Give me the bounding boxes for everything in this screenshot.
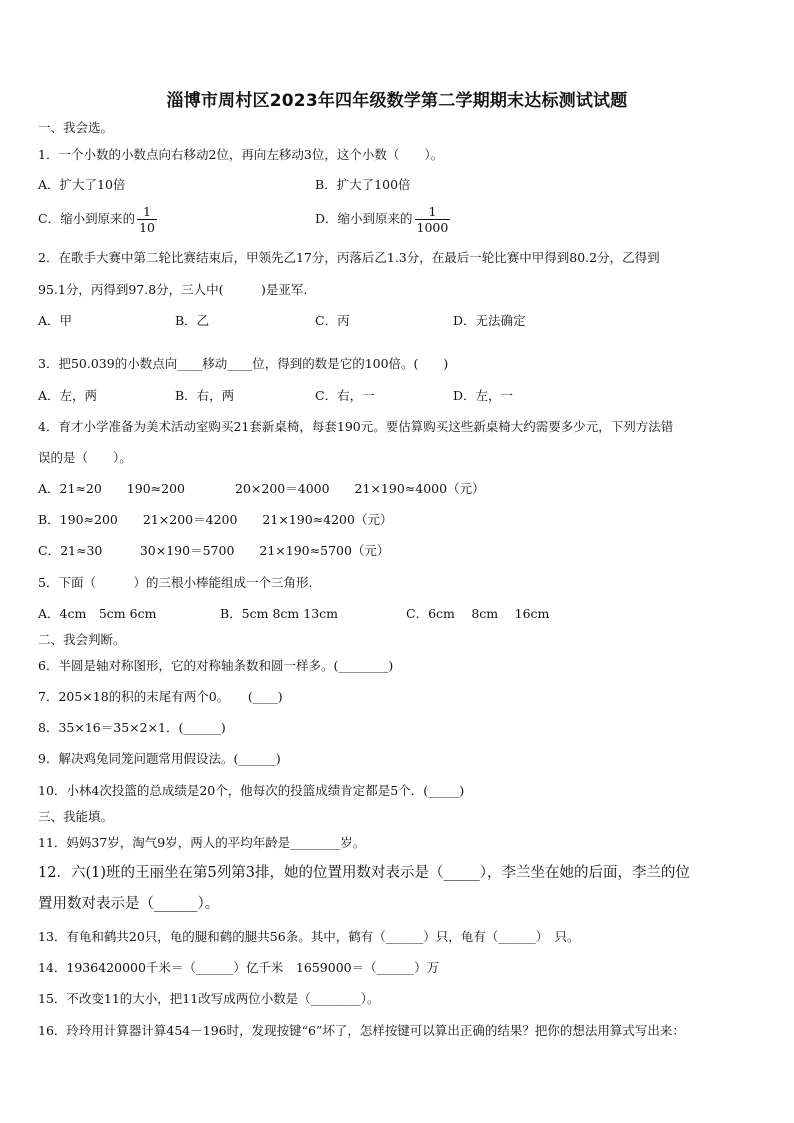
page-title: 淄博市周村区2023年四年级数学第二学期期末达标测试试题 <box>166 91 628 111</box>
question-10: 10．小林4次投篮的总成绩是20个，他每次的投篮成绩肯定都是5个．(_____) <box>38 783 465 798</box>
q1-option-b: B．扩大了100倍 <box>315 177 411 192</box>
q1-option-d <box>315 204 450 235</box>
question-9: 9．解决鸡兔同笼问题常用假设法。(______) <box>38 751 281 766</box>
question-2-line-2: 95.1分，丙得到97.8分，三人中( )是亚军. <box>38 282 308 297</box>
question-3: 3．把50.039的小数点向____移动____位，得到的数是它的100倍。( ) <box>38 356 449 371</box>
q4-option-b: B．190≈200 21×200＝4200 21×190≈4200（元） <box>38 512 393 527</box>
fraction-numerator: 1 <box>143 204 151 219</box>
section-heading: 三、我能填。 <box>38 809 114 824</box>
q1-option-c-label: C．缩小到原来的 <box>38 211 136 226</box>
q1-option-d-label: D．缩小到原来的 <box>315 211 413 226</box>
question-14: 14．1936420000千米＝（______）亿千米 1659000＝（______）万 <box>38 960 440 975</box>
q5-option-a: A．4cm 5cm 6cm <box>38 606 157 621</box>
question-7: 7．205×18的积的末尾有两个0。 (____) <box>38 689 283 704</box>
q3-option-c: C．右，一 <box>315 388 375 403</box>
fraction <box>137 204 157 235</box>
q4-option-c: C．21≈30 30×190＝5700 21×190≈5700（元） <box>38 543 390 558</box>
q3-option-b: B．右，两 <box>175 388 235 403</box>
fraction-denominator: 1000 <box>416 220 449 235</box>
q3-option-a: A．左，两 <box>38 388 98 403</box>
question-4-line-2: 误的是（ ）。 <box>38 450 132 465</box>
q1-option-a: A．扩大了10倍 <box>38 177 126 192</box>
question-12-line-1: 12．六(1)班的王丽坐在第5列第3排，她的位置用数对表示是（_____），李兰坐在她的后面，李兰的位 <box>38 865 690 881</box>
question-16: 16．玲玲用计算器计算454－196时，发现按键“6”坏了，怎样按键可以算出正确的结果？把你的想法用算式写出来： <box>38 1023 685 1038</box>
fraction-numerator: 1 <box>428 204 437 219</box>
fraction-denominator: 10 <box>139 220 155 235</box>
q2-option-d: D．无法确定 <box>453 313 526 328</box>
fraction <box>415 204 451 235</box>
question-15: 15．不改变11的大小，把11改写成两位小数是（________）。 <box>38 991 380 1006</box>
q1-option-c <box>38 204 157 235</box>
question-11: 11．妈妈37岁，淘气9岁，两人的平均年龄是________岁。 <box>38 835 366 850</box>
question-5: 5．下面（ ）的三根小棒能组成一个三角形. <box>38 575 313 590</box>
question-4-line-1: 4．育才小学准备为美术活动室购买21套新桌椅，每套190元。要估算购买这些新桌椅大约需要多少元，下列方法错 <box>38 419 674 434</box>
q2-option-b: B．乙 <box>175 313 210 328</box>
section-heading: 一、我会选。 <box>38 120 114 135</box>
q5-option-c: C．6cm 8cm 16cm <box>406 606 550 621</box>
question-2-line-1: 2．在歌手大赛中第二轮比赛结束后，甲领先乙17分，丙落后乙1.3分，在最后一轮比赛中甲得到80.2分，乙得到 <box>38 250 660 265</box>
question-13: 13．有龟和鹤共20只，龟的腿和鹤的腿共56条。其中，鹤有（______）只，龟有（______） 只。 <box>38 929 580 944</box>
question-1: 1．一个小数的小数点向右移动2位，再向左移动3位，这个小数（ ）。 <box>38 147 444 162</box>
q3-option-d: D．左，一 <box>453 388 514 403</box>
section-heading: 二、我会判断。 <box>38 632 126 647</box>
question-8: 8．35×16＝35×2×1．(______) <box>38 720 226 735</box>
q2-option-a: A．甲 <box>38 313 73 328</box>
q4-option-a: A．21≈20 190≈200 20×200＝4000 21×190≈4000（元） <box>38 481 485 496</box>
q5-option-b: B．5cm 8cm 13cm <box>220 606 339 621</box>
question-6: 6．半圆是轴对称图形，它的对称轴条数和圆一样多。(________) <box>38 658 394 673</box>
question-12-line-2: 置用数对表示是（______）。 <box>38 896 220 912</box>
q2-option-c: C．丙 <box>315 313 350 328</box>
